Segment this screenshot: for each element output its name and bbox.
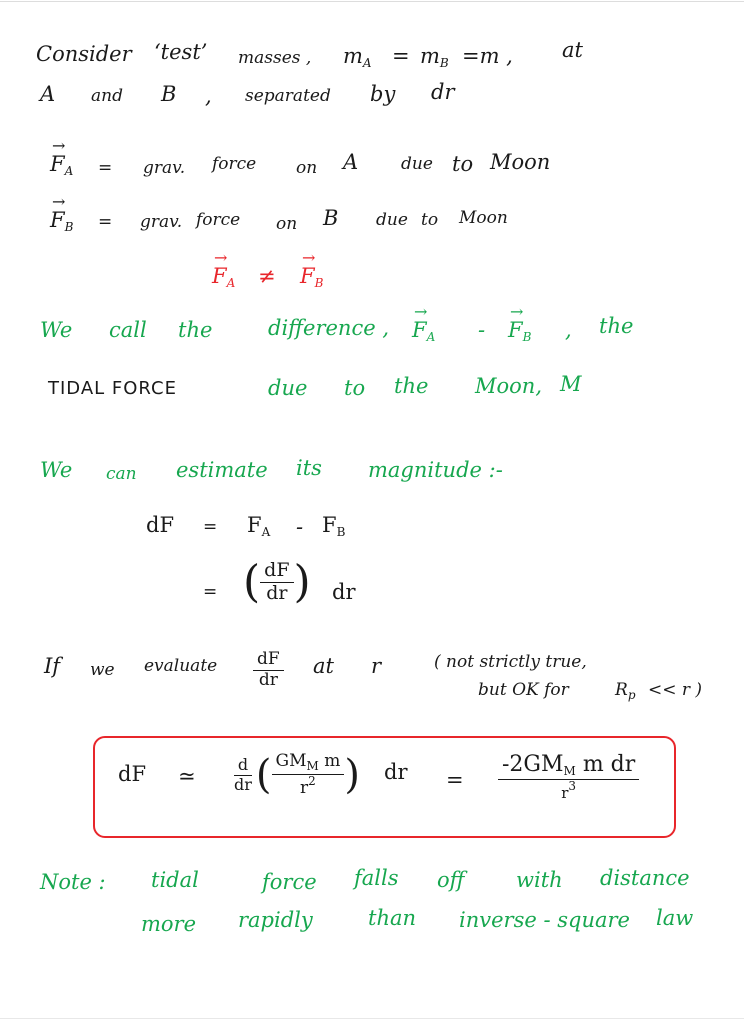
green-due: due	[268, 376, 308, 400]
fa-on: on	[296, 158, 318, 178]
vector-fa: → $F_A$	[50, 154, 73, 177]
word-dr: dr	[431, 80, 455, 104]
note-not-strictly-true: ( not strictly true,	[434, 652, 587, 672]
word-at: at	[562, 38, 583, 62]
fb-to: to	[421, 210, 439, 230]
green-minus: -	[478, 318, 486, 342]
green-the-2: the	[599, 314, 634, 338]
est-we: We	[40, 458, 73, 482]
word-separated: separated	[245, 86, 331, 106]
green-M: M	[560, 372, 582, 396]
equals-m: =m ,	[462, 44, 513, 68]
comma-1: ,	[205, 84, 212, 108]
note-but-ok: but OK for	[478, 680, 569, 700]
fb-b: B	[323, 206, 339, 230]
red-fa: → $F_A$	[212, 266, 235, 289]
eval-at: at	[313, 654, 334, 678]
green-the: the	[178, 318, 213, 342]
note-inverse-square: inverse - square	[459, 908, 630, 932]
fb-on: on	[276, 214, 298, 234]
note-falls: falls	[354, 866, 399, 890]
green-fb: → $F_B$	[508, 320, 531, 343]
eq1-fa: $F_A$	[247, 513, 271, 539]
eval-we: we	[90, 660, 115, 680]
eq2-derivative: ( $\frac{dF}{dr}$ )	[243, 556, 311, 608]
est-can: can	[106, 464, 137, 484]
note-ll-r: << r )	[648, 680, 703, 700]
note-with: with	[516, 868, 563, 892]
word-by: by	[370, 82, 396, 106]
box-rhs-num: $-2GM_M$ m dr	[498, 752, 639, 780]
green-moon: Moon,	[475, 374, 542, 398]
vector-fb: → $F_B$	[50, 210, 73, 233]
fa-to: to	[452, 152, 474, 176]
point-b: B	[161, 82, 177, 106]
green-comma: ,	[565, 318, 572, 342]
note-label: Note :	[40, 870, 106, 894]
not-equal-sign: ≠	[258, 264, 276, 288]
equals-1: =	[392, 44, 410, 68]
scan-edge-bottom	[0, 1018, 744, 1019]
box-d: d	[234, 756, 252, 775]
word-test: ‘test’	[154, 40, 208, 64]
note-more: more	[141, 912, 197, 936]
eq1-equals: =	[203, 517, 218, 537]
eq1-dF: dF	[146, 513, 175, 537]
green-to: to	[344, 376, 366, 400]
eq1-fb: $F_B$	[322, 513, 346, 539]
box-dF: dF	[118, 762, 147, 786]
word-masses: masses ,	[238, 48, 312, 68]
note-law: law	[656, 906, 694, 930]
eq2-equals: =	[203, 582, 218, 602]
eq2-dr: dr	[332, 580, 356, 604]
word-consider: Consider	[36, 42, 132, 66]
eq2-den: dr	[266, 581, 288, 604]
fa-moon: Moon	[490, 150, 551, 174]
red-fb: → $F_B$	[300, 266, 323, 289]
box-equals: =	[446, 768, 464, 792]
box-gm-num: $GM_M$ m	[272, 752, 345, 775]
note-off: off	[437, 868, 465, 892]
box-dr: dr	[384, 760, 408, 784]
fb-due: due	[376, 210, 408, 230]
note-rp: $R_p$	[615, 680, 636, 702]
note-than: than	[368, 906, 417, 930]
green-fa: → $F_A$	[412, 320, 435, 343]
green-we: We	[40, 318, 73, 342]
fa-a: A	[343, 150, 359, 174]
fb-force: force	[196, 210, 241, 230]
box-r3: $r^3$	[561, 778, 577, 802]
fa-equals: =	[98, 158, 113, 178]
tidal-force-caps: TIDAL FORCE	[48, 378, 177, 399]
eval-r: r	[371, 654, 382, 678]
note-force: force	[262, 870, 317, 894]
green-the-3: the	[394, 374, 429, 398]
fb-equals: =	[98, 212, 113, 232]
note-distance: distance	[600, 866, 690, 890]
est-its: its	[296, 456, 322, 480]
eq2-num: dF	[260, 560, 293, 583]
eval-evaluate: evaluate	[144, 656, 218, 676]
box-r2: $r^2$	[300, 773, 316, 798]
scan-edge-top	[0, 1, 744, 2]
fa-grav: grav.	[143, 158, 186, 178]
fb-grav: grav.	[140, 212, 183, 232]
box-dr-den: dr	[234, 774, 252, 794]
eq1-minus: -	[296, 515, 304, 539]
note-rapidly: rapidly	[238, 908, 313, 932]
mass-mb: $m_B$	[420, 44, 449, 70]
est-estimate: estimate	[176, 458, 268, 482]
fb-moon: Moon	[459, 208, 508, 228]
eval-num: dF	[253, 650, 284, 671]
box-approx: ≃	[178, 764, 196, 788]
fa-due: due	[401, 154, 433, 174]
est-magnitude: magnitude :-	[368, 458, 503, 482]
note-tidal: tidal	[151, 868, 199, 892]
mass-ma: $m_A$	[343, 44, 372, 70]
fa-force: force	[212, 154, 257, 174]
green-difference: difference ,	[268, 316, 389, 340]
eval-if: If	[44, 654, 61, 678]
green-call: call	[109, 318, 147, 342]
box-derivative: $\frac{d}{dr}$ ( $\frac{GM_M m}{r^2}$ )	[230, 752, 360, 798]
point-a: A	[40, 82, 56, 106]
eval-den: dr	[258, 669, 278, 690]
box-rhs	[498, 752, 639, 802]
eval-fraction	[253, 650, 284, 690]
word-and: and	[91, 86, 123, 106]
